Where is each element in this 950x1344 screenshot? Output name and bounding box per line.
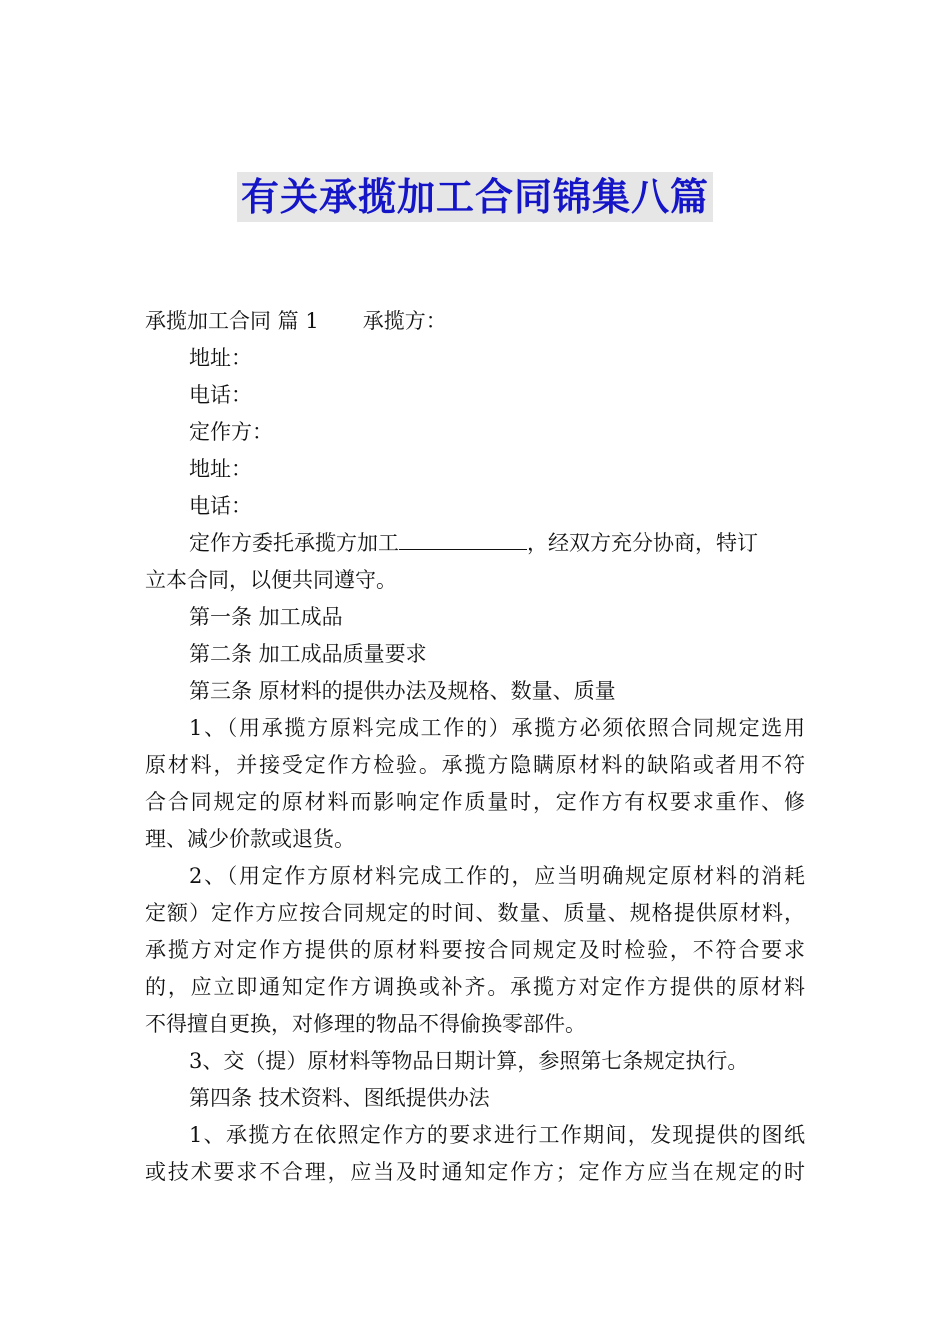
contractor-address: 地址： — [189, 346, 252, 370]
intro-text-a: 定作方委托承揽方加工 — [189, 531, 399, 555]
paragraph-line: 理、减少价款或退货。 — [145, 827, 355, 851]
article-1: 第一条 加工成品 — [189, 605, 343, 629]
client-phone: 电话： — [189, 494, 252, 518]
paragraph-line: 承揽方对定作方提供的原材料要按合同规定及时检验，不符合要求 — [145, 938, 805, 962]
article-2: 第二条 加工成品质量要求 — [189, 642, 427, 666]
paragraph-line: 定额）定作方应按合同规定的时间、数量、质量、规格提供原材料， — [145, 901, 805, 925]
article-4: 第四条 技术资料、图纸提供办法 — [189, 1086, 490, 1110]
paragraph-line: 合合同规定的原材料而影响定作质量时，定作方有权要求重作、修 — [145, 790, 805, 814]
paragraph-line: 的，应立即通知定作方调换或补齐。承揽方对定作方提供的原材料 — [145, 975, 805, 999]
paragraph-line: 1、（用承揽方原料完成工作的）承揽方必须依照合同规定选用 — [189, 716, 805, 740]
paragraph-line: 2、（用定作方原材料完成工作的，应当明确规定原材料的消耗 — [189, 864, 805, 888]
document-body — [145, 303, 805, 1191]
fill-in-blank — [399, 527, 527, 550]
document-title: 有关承揽加工合同锦集八篇 — [237, 172, 713, 222]
contractor-label: 承揽方： — [362, 309, 447, 333]
paragraph-line: 不得擅自更换，对修理的物品不得偷换零部件。 — [145, 1012, 586, 1036]
paragraph-line: 原材料，并接受定作方检验。承揽方隐瞒原材料的缺陷或者用不符 — [145, 753, 805, 777]
paragraph-line: 或技术要求不合理，应当及时通知定作方；定作方应当在规定的时 — [145, 1160, 805, 1184]
client-address: 地址： — [189, 457, 252, 481]
client-label: 定作方： — [189, 420, 273, 444]
contractor-phone: 电话： — [189, 383, 252, 407]
intro-text-b: ，经双方充分协商，特订 — [527, 531, 758, 555]
paragraph-line: 1、承揽方在依照定作方的要求进行工作期间，发现提供的图纸 — [189, 1123, 805, 1147]
intro-line-cont: 立本合同，以便共同遵守。 — [145, 568, 397, 592]
contract-heading-line — [145, 303, 805, 340]
article-3: 第三条 原材料的提供办法及规格、数量、质量 — [189, 679, 616, 703]
intro-line — [145, 525, 805, 562]
contract-label: 承揽加工合同 篇 1 — [145, 309, 319, 333]
title-container — [0, 172, 950, 222]
paragraph-line: 3、交（提）原材料等物品日期计算，参照第七条规定执行。 — [189, 1049, 749, 1073]
